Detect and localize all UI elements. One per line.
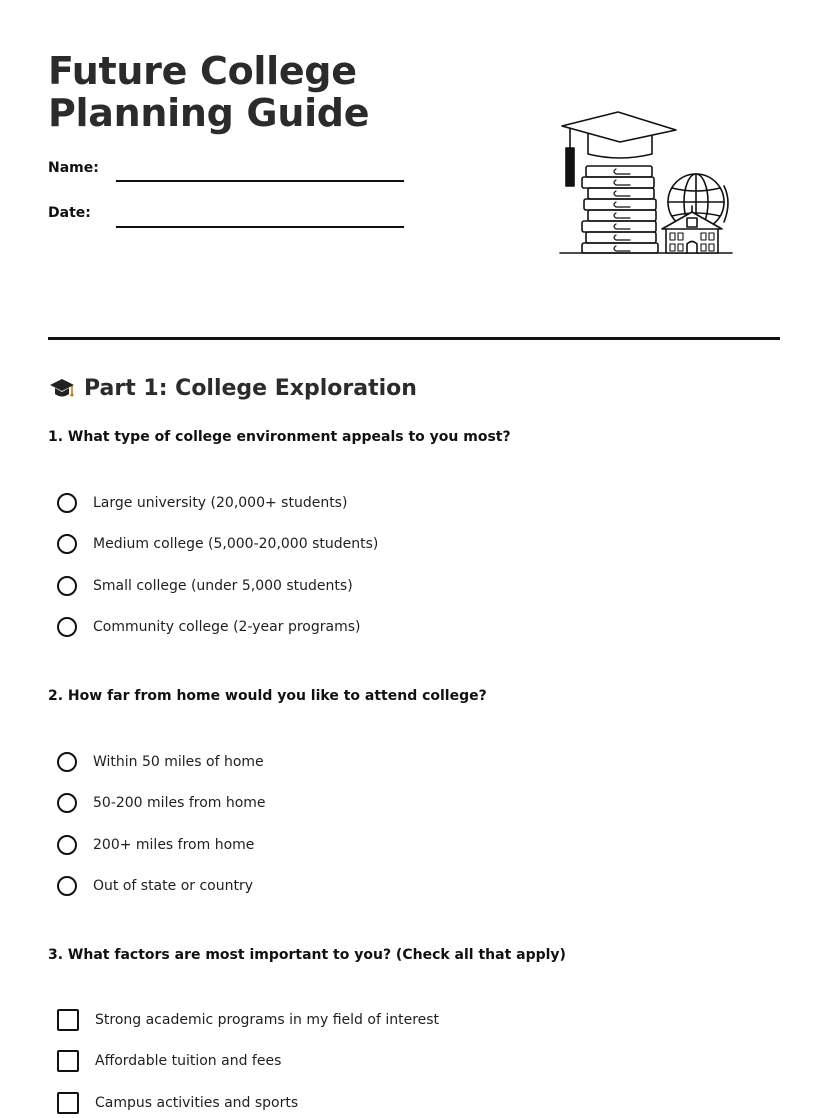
radio-button[interactable] <box>57 617 77 637</box>
checkbox[interactable] <box>57 1050 79 1072</box>
option-label: Small college (under 5,000 students) <box>93 578 353 594</box>
radio-button[interactable] <box>57 534 77 554</box>
radio-button[interactable] <box>57 493 77 513</box>
date-field[interactable] <box>116 226 404 228</box>
option-medium-college[interactable] <box>57 531 378 557</box>
option-affordable-tuition[interactable] <box>57 1048 281 1074</box>
option-label: Strong academic programs in my field of interest <box>95 1012 440 1028</box>
name-field[interactable] <box>116 180 404 182</box>
section-title: Part 1: College Exploration <box>84 376 417 401</box>
radio-button[interactable] <box>57 876 77 896</box>
option-label: Affordable tuition and fees <box>95 1053 282 1069</box>
section-divider <box>48 337 780 340</box>
option-within-50-miles[interactable] <box>57 749 264 775</box>
option-label: 200+ miles from home <box>93 837 255 853</box>
option-community-college[interactable] <box>57 614 360 640</box>
checkbox[interactable] <box>57 1092 79 1114</box>
page-title: Future College Planning Guide <box>48 49 370 135</box>
option-label: Campus activities and sports <box>95 1095 299 1111</box>
option-large-university[interactable] <box>57 490 347 516</box>
option-label: Community college (2-year programs) <box>93 619 361 635</box>
radio-button[interactable] <box>57 793 77 813</box>
option-label: Within 50 miles of home <box>93 754 264 770</box>
option-academic-programs[interactable] <box>57 1007 439 1033</box>
date-label: Date: <box>48 205 91 221</box>
option-small-college[interactable] <box>57 573 353 599</box>
question-3: 3. What factors are most important to you? (Check all that apply) <box>48 947 566 963</box>
radio-button[interactable] <box>57 835 77 855</box>
option-label: Out of state or country <box>93 878 254 894</box>
radio-button[interactable] <box>57 576 77 596</box>
option-out-of-state[interactable] <box>57 873 253 899</box>
name-label: Name: <box>48 160 99 176</box>
question-2: 2. How far from home would you like to attend college? <box>48 688 487 704</box>
checkbox[interactable] <box>57 1009 79 1031</box>
option-50-200-miles[interactable] <box>57 790 266 816</box>
option-label: Medium college (5,000-20,000 students) <box>93 536 379 552</box>
question-1: 1. What type of college environment appeals to you most? <box>48 429 511 445</box>
option-campus-activities[interactable] <box>57 1090 298 1116</box>
graduation-cap-icon <box>48 375 76 403</box>
option-label: Large university (20,000+ students) <box>93 495 348 511</box>
graduation-books-globe-illustration <box>556 106 736 258</box>
option-label: 50-200 miles from home <box>93 795 266 811</box>
radio-button[interactable] <box>57 752 77 772</box>
section-heading <box>48 373 417 405</box>
option-200-plus-miles[interactable] <box>57 832 254 858</box>
